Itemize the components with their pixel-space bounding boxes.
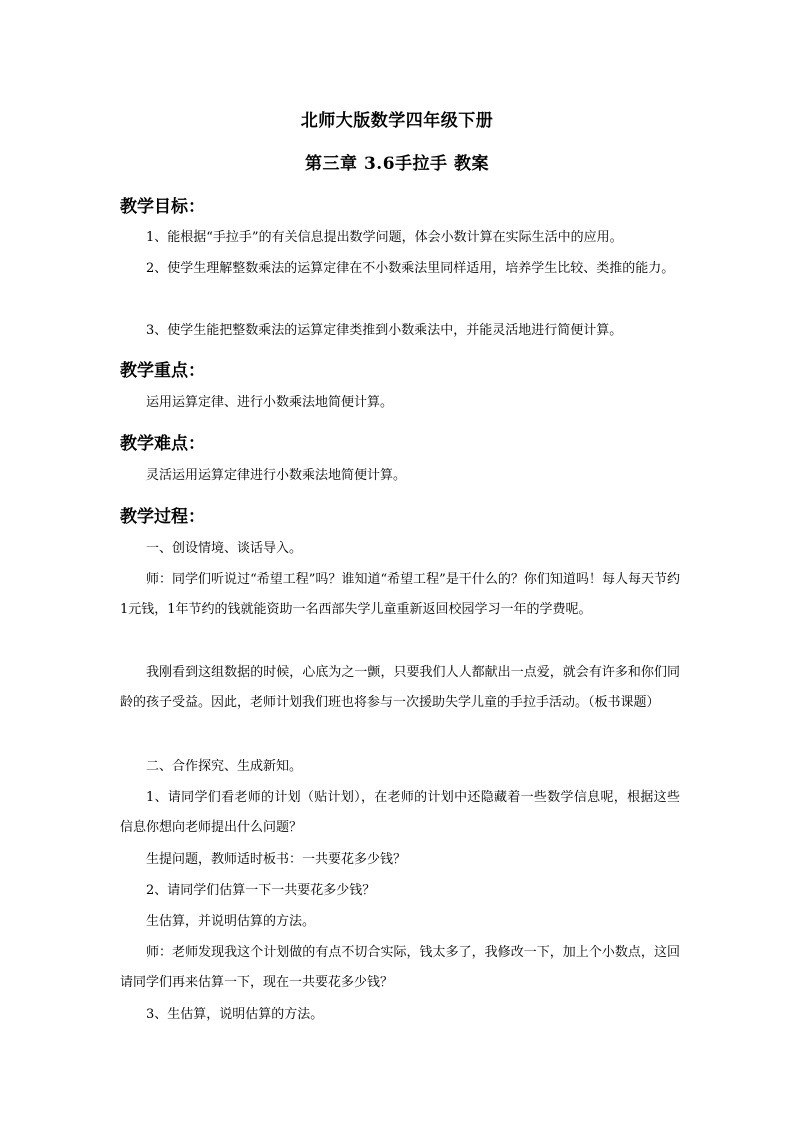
process-paragraph-2: 师：同学们听说过“希望工程”吗？谁知道“希望工程”是干什么的？你们知道吗！每人每天节约1元钱，1年节约的钱就能资助一名西部失学儿童重新返回校园学习一年的学费呢。 bbox=[120, 572, 680, 617]
process-paragraph-7: 2、请同学们估算一下一共要花多少钱？ bbox=[146, 883, 376, 898]
process-paragraph-1: 一、创设情境、谈话导入。 bbox=[146, 541, 303, 556]
difficulties-heading: 教学难点： bbox=[120, 434, 205, 454]
key-points-text: 运用运算定律、进行小数乘法地简便计算。 bbox=[146, 395, 394, 410]
objectives-heading: 教学目标： bbox=[120, 197, 205, 217]
process-paragraph-4: 二、合作探究、生成新知。 bbox=[146, 759, 303, 774]
key-points-heading: 教学重点： bbox=[120, 361, 205, 381]
process-paragraph-5: 1、请同学们看老师的计划（贴计划），在老师的计划中还隐藏着一些数学信息呢，根据这些信息你想向老师提出什么问题？ bbox=[120, 790, 680, 835]
objective-item-3: 3、使学生能把整数乘法的运算定律类推到小数乘法中，并能灵活地进行简便计算。 bbox=[146, 323, 623, 338]
objective-item-2: 2、使学生理解整数乘法的运算定律在不小数乘法里同样适用，培养学生比较、类推的能力。 bbox=[146, 261, 675, 276]
process-paragraph-9: 师：老师发现我这个计划做的有点不切合实际，钱太多了，我修改一下，加上个小数点，这回请同学们再来估算一下，现在一共要花多少钱？ bbox=[120, 945, 680, 990]
process-paragraph-10: 3、生估算，说明估算的方法。 bbox=[146, 1007, 324, 1022]
process-paragraph-8: 生估算，并说明估算的方法。 bbox=[146, 914, 316, 929]
document-subtitle: 第三章 3.6手拉手 教案 bbox=[305, 154, 489, 174]
process-paragraph-3: 我刚看到这组数据的时候，心底为之一颤，只要我们人人都献出一点爱，就会有许多和你们同龄的孩子受益。因此，老师计划我们班也将参与一次援助失学儿童的手拉手活动。（板书课题） bbox=[120, 665, 680, 710]
document-title: 北师大版数学四年级下册 bbox=[300, 111, 494, 131]
difficulties-text: 灵活运用运算定律进行小数乘法地简便计算。 bbox=[146, 468, 407, 483]
process-paragraph-6: 生提问题，教师适时板书：一共要花多少钱？ bbox=[146, 852, 407, 867]
objective-item-1: 1、能根据“手拉手”的有关信息提出数学问题，体会小数计算在实际生活中的应用。 bbox=[146, 230, 623, 245]
process-heading: 教学过程： bbox=[120, 507, 205, 527]
